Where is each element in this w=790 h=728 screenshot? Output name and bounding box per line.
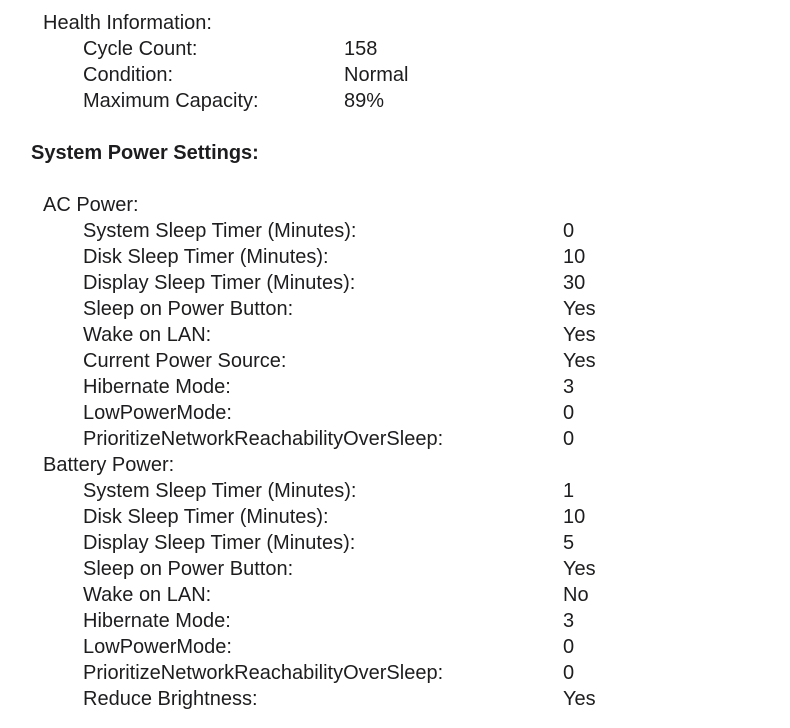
ac-row	[0, 244, 790, 270]
battery-row	[0, 686, 790, 712]
ac-row	[0, 296, 790, 322]
row-value: Yes	[563, 688, 596, 710]
row-value: 3	[563, 376, 575, 398]
row-value: No	[563, 584, 589, 606]
row-value: 10	[563, 246, 586, 268]
health-row-maximum-capacity	[0, 88, 790, 114]
row-key: Display Sleep Timer (Minutes):	[83, 532, 356, 554]
row-key: Sleep on Power Button:	[83, 298, 294, 320]
row-value: 89%	[344, 90, 385, 112]
row-key: Disk Sleep Timer (Minutes):	[83, 246, 329, 268]
row-value: 3	[563, 610, 575, 632]
battery-row	[0, 608, 790, 634]
row-key: PrioritizeNetworkReachabilityOverSleep:	[83, 428, 444, 450]
ac-row	[0, 322, 790, 348]
row-value: Normal	[344, 64, 409, 86]
ac-row	[0, 270, 790, 296]
row-key: System Sleep Timer (Minutes):	[83, 220, 357, 242]
row-key: Sleep on Power Button:	[83, 558, 294, 580]
row-value: Yes	[563, 324, 596, 346]
row-key: Condition:	[83, 64, 174, 86]
row-key: Cycle Count:	[83, 38, 198, 60]
row-key: PrioritizeNetworkReachabilityOverSleep:	[83, 662, 444, 684]
row-value: 5	[563, 532, 575, 554]
row-value: 30	[563, 272, 586, 294]
row-key: Hibernate Mode:	[83, 610, 231, 632]
row-key: Hibernate Mode:	[83, 376, 231, 398]
row-key: Display Sleep Timer (Minutes):	[83, 272, 356, 294]
ac-row	[0, 218, 790, 244]
row-key: Wake on LAN:	[83, 584, 212, 606]
row-value: 0	[563, 636, 575, 658]
system-power-settings-title: System Power Settings:	[31, 142, 259, 164]
ac-row	[0, 348, 790, 374]
battery-row	[0, 556, 790, 582]
battery-row	[0, 478, 790, 504]
health-information-label: Health Information:	[43, 12, 212, 34]
battery-row	[0, 530, 790, 556]
row-key: Reduce Brightness:	[83, 688, 258, 710]
row-key: LowPowerMode:	[83, 636, 232, 658]
row-value: Yes	[563, 350, 596, 372]
battery-power-label: Battery Power:	[43, 454, 175, 476]
row-key: Maximum Capacity:	[83, 90, 259, 112]
battery-row	[0, 504, 790, 530]
row-key: LowPowerMode:	[83, 402, 232, 424]
battery-row	[0, 660, 790, 686]
ac-row	[0, 400, 790, 426]
row-value: 10	[563, 506, 586, 528]
row-value: 158	[344, 38, 378, 60]
battery-row	[0, 582, 790, 608]
clipped-previous-row	[0, 0, 790, 10]
ac-power-label: AC Power:	[43, 194, 139, 216]
row-value: 0	[563, 402, 575, 424]
health-row-cycle-count	[0, 36, 790, 62]
row-key: Wake on LAN:	[83, 324, 212, 346]
row-key: Current Power Source:	[83, 350, 287, 372]
ac-row	[0, 374, 790, 400]
row-value: 0	[563, 662, 575, 684]
spacer	[0, 114, 790, 140]
health-row-condition	[0, 62, 790, 88]
row-key: System Sleep Timer (Minutes):	[83, 480, 357, 502]
spacer	[0, 166, 790, 192]
row-value: Yes	[563, 558, 596, 580]
row-value: 0	[563, 220, 575, 242]
row-value: Yes	[563, 298, 596, 320]
row-key: Disk Sleep Timer (Minutes):	[83, 506, 329, 528]
row-value: 0	[563, 428, 575, 450]
row-value: 1	[563, 480, 575, 502]
ac-row	[0, 426, 790, 452]
battery-row	[0, 634, 790, 660]
